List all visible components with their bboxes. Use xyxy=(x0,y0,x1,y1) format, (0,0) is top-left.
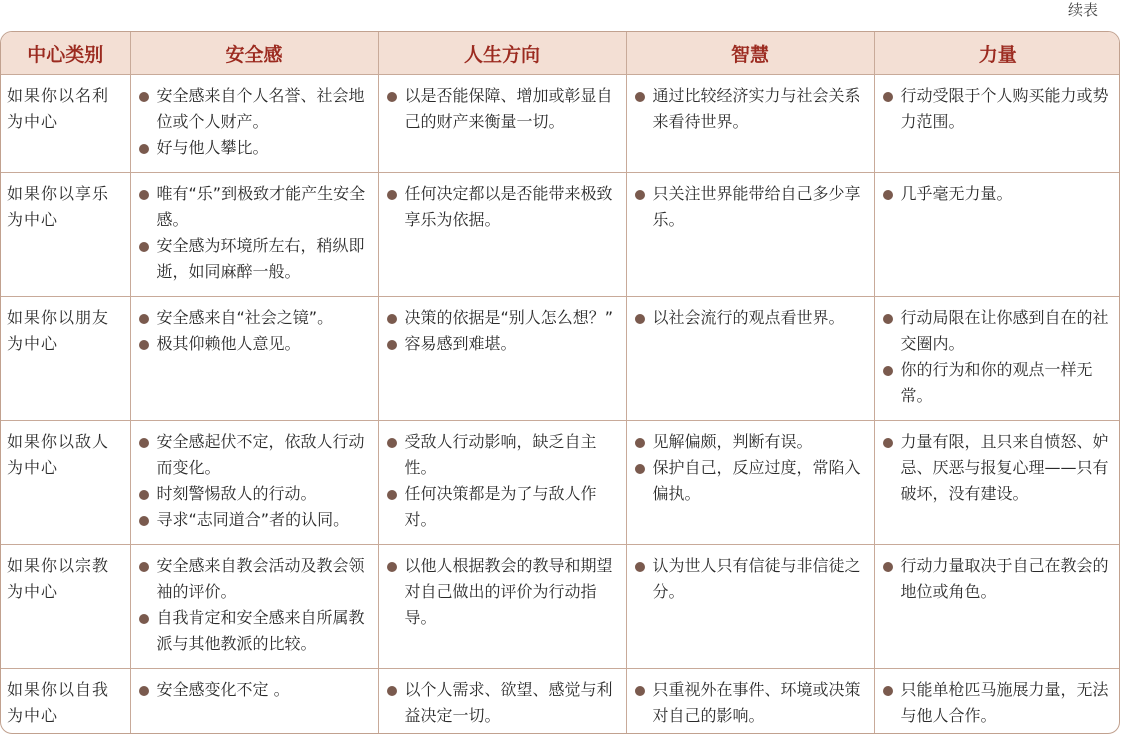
bullet-list xyxy=(385,677,622,729)
cell-power xyxy=(874,173,1120,297)
bullet-item: 安全感为环境所左右，稍纵即逝，如同麻醉一般。 xyxy=(137,233,374,285)
cell-security xyxy=(130,669,378,735)
bullet-list xyxy=(385,429,622,533)
bullet-item: 你的行为和你的观点一样无常。 xyxy=(881,357,1118,409)
cell-wisdom xyxy=(626,545,874,669)
bullet-list xyxy=(137,305,374,357)
header-category: 中心类别 xyxy=(1,32,130,75)
row-category: 如果你以自我为中心 xyxy=(1,669,130,735)
bullet-item: 任何决定都以是否能带来极致享乐为依据。 xyxy=(385,181,622,233)
bullet-item: 只重视外在事件、环境或决策对自己的影响。 xyxy=(633,677,870,729)
bullet-item: 行动受限于个人购买能力或势力范围。 xyxy=(881,83,1118,135)
bullet-item: 安全感起伏不定，依敌人行动而变化。 xyxy=(137,429,374,481)
bullet-item: 唯有“乐”到极致才能产生安全感。 xyxy=(137,181,374,233)
header-direction: 人生方向 xyxy=(378,32,626,75)
cell-power xyxy=(874,545,1120,669)
bullet-item: 任何决策都是为了与敌人作对。 xyxy=(385,481,622,533)
cell-security xyxy=(130,297,378,421)
bullet-item: 自我肯定和安全感来自所属教派与其他教派的比较。 xyxy=(137,605,374,657)
row-category: 如果你以享乐为中心 xyxy=(1,173,130,297)
bullet-list xyxy=(881,305,1118,409)
bullet-list xyxy=(633,553,870,605)
cell-wisdom xyxy=(626,297,874,421)
cell-power xyxy=(874,297,1120,421)
bullet-item: 安全感来自个人名誉、社会地位或个人财产。 xyxy=(137,83,374,135)
bullet-item: 以他人根据教会的教导和期望对自己做出的评价为行动指导。 xyxy=(385,553,622,631)
bullet-list xyxy=(137,181,374,285)
table-header-row xyxy=(1,32,1120,75)
bullet-list xyxy=(385,83,622,135)
bullet-item: 见解偏颇，判断有误。 xyxy=(633,429,870,455)
bullet-list xyxy=(385,181,622,233)
continued-label: 续表 xyxy=(1067,1,1098,19)
bullet-item: 认为世人只有信徒与非信徒之分。 xyxy=(633,553,870,605)
table-row xyxy=(1,669,1120,735)
bullet-list xyxy=(881,83,1118,135)
table-row xyxy=(1,173,1120,297)
bullet-item: 极其仰赖他人意见。 xyxy=(137,331,374,357)
bullet-list xyxy=(633,83,870,135)
bullet-list xyxy=(633,181,870,233)
row-category: 如果你以宗教为中心 xyxy=(1,545,130,669)
cell-direction xyxy=(378,421,626,545)
cell-power xyxy=(874,75,1120,173)
bullet-item: 以是否能保障、增加或彰显自己的财产来衡量一切。 xyxy=(385,83,622,135)
bullet-list xyxy=(633,429,870,507)
cell-direction xyxy=(378,669,626,735)
cell-direction xyxy=(378,297,626,421)
bullet-list xyxy=(137,83,374,161)
bullet-list xyxy=(881,677,1118,729)
bullet-list xyxy=(385,553,622,631)
cell-wisdom xyxy=(626,173,874,297)
bullet-item: 保护自己，反应过度，常陷入偏执。 xyxy=(633,455,870,507)
bullet-item: 安全感来自教会活动及教会领袖的评价。 xyxy=(137,553,374,605)
header-wisdom: 智慧 xyxy=(626,32,874,75)
bullet-list xyxy=(137,553,374,657)
cell-wisdom xyxy=(626,669,874,735)
cell-wisdom xyxy=(626,421,874,545)
bullet-item: 以个人需求、欲望、感觉与利益决定一切。 xyxy=(385,677,622,729)
bullet-item: 只关注世界能带给自己多少享乐。 xyxy=(633,181,870,233)
cell-security xyxy=(130,545,378,669)
bullet-item: 安全感来自“社会之镜”。 xyxy=(137,305,374,331)
bullet-item: 只能单枪匹马施展力量，无法与他人合作。 xyxy=(881,677,1118,729)
bullet-item: 力量有限，且只来自愤怒、妒忌、厌恶与报复心理——只有破坏，没有建设。 xyxy=(881,429,1118,507)
row-category: 如果你以敌人为中心 xyxy=(1,421,130,545)
cell-direction xyxy=(378,75,626,173)
table-body xyxy=(1,75,1120,735)
bullet-item: 安全感变化不定 。 xyxy=(137,677,374,703)
bullet-item: 决策的依据是“别人怎么想？” xyxy=(385,305,622,331)
cell-security xyxy=(130,421,378,545)
table-row xyxy=(1,75,1120,173)
cell-power xyxy=(874,669,1120,735)
bullet-list xyxy=(137,677,374,703)
table-row xyxy=(1,421,1120,545)
table-row xyxy=(1,545,1120,669)
bullet-item: 时刻警惕敌人的行动。 xyxy=(137,481,374,507)
header-security: 安全感 xyxy=(130,32,378,75)
table-row xyxy=(1,297,1120,421)
bullet-item: 通过比较经济实力与社会关系来看待世界。 xyxy=(633,83,870,135)
bullet-item: 以社会流行的观点看世界。 xyxy=(633,305,870,331)
bullet-list xyxy=(137,429,374,533)
cell-direction xyxy=(378,545,626,669)
bullet-list xyxy=(633,305,870,331)
cell-direction xyxy=(378,173,626,297)
life-center-table xyxy=(1,32,1120,734)
row-category: 如果你以朋友为中心 xyxy=(1,297,130,421)
bullet-item: 行动力量取决于自己在教会的地位或角色。 xyxy=(881,553,1118,605)
header-power: 力量 xyxy=(874,32,1120,75)
cell-wisdom xyxy=(626,75,874,173)
cell-security xyxy=(130,173,378,297)
bullet-list xyxy=(385,305,622,357)
row-category: 如果你以名利为中心 xyxy=(1,75,130,173)
bullet-item: 行动局限在让你感到自在的社交圈内。 xyxy=(881,305,1118,357)
bullet-item: 受敌人行动影响，缺乏自主性。 xyxy=(385,429,622,481)
cell-security xyxy=(130,75,378,173)
bullet-list xyxy=(881,553,1118,605)
bullet-item: 寻求“志同道合”者的认同。 xyxy=(137,507,374,533)
cell-power xyxy=(874,421,1120,545)
bullet-item: 容易感到难堪。 xyxy=(385,331,622,357)
bullet-list xyxy=(881,181,1118,207)
bullet-list xyxy=(881,429,1118,507)
bullet-item: 好与他人攀比。 xyxy=(137,135,374,161)
life-center-table-frame xyxy=(0,31,1120,734)
bullet-list xyxy=(633,677,870,729)
bullet-item: 几乎毫无力量。 xyxy=(881,181,1118,207)
